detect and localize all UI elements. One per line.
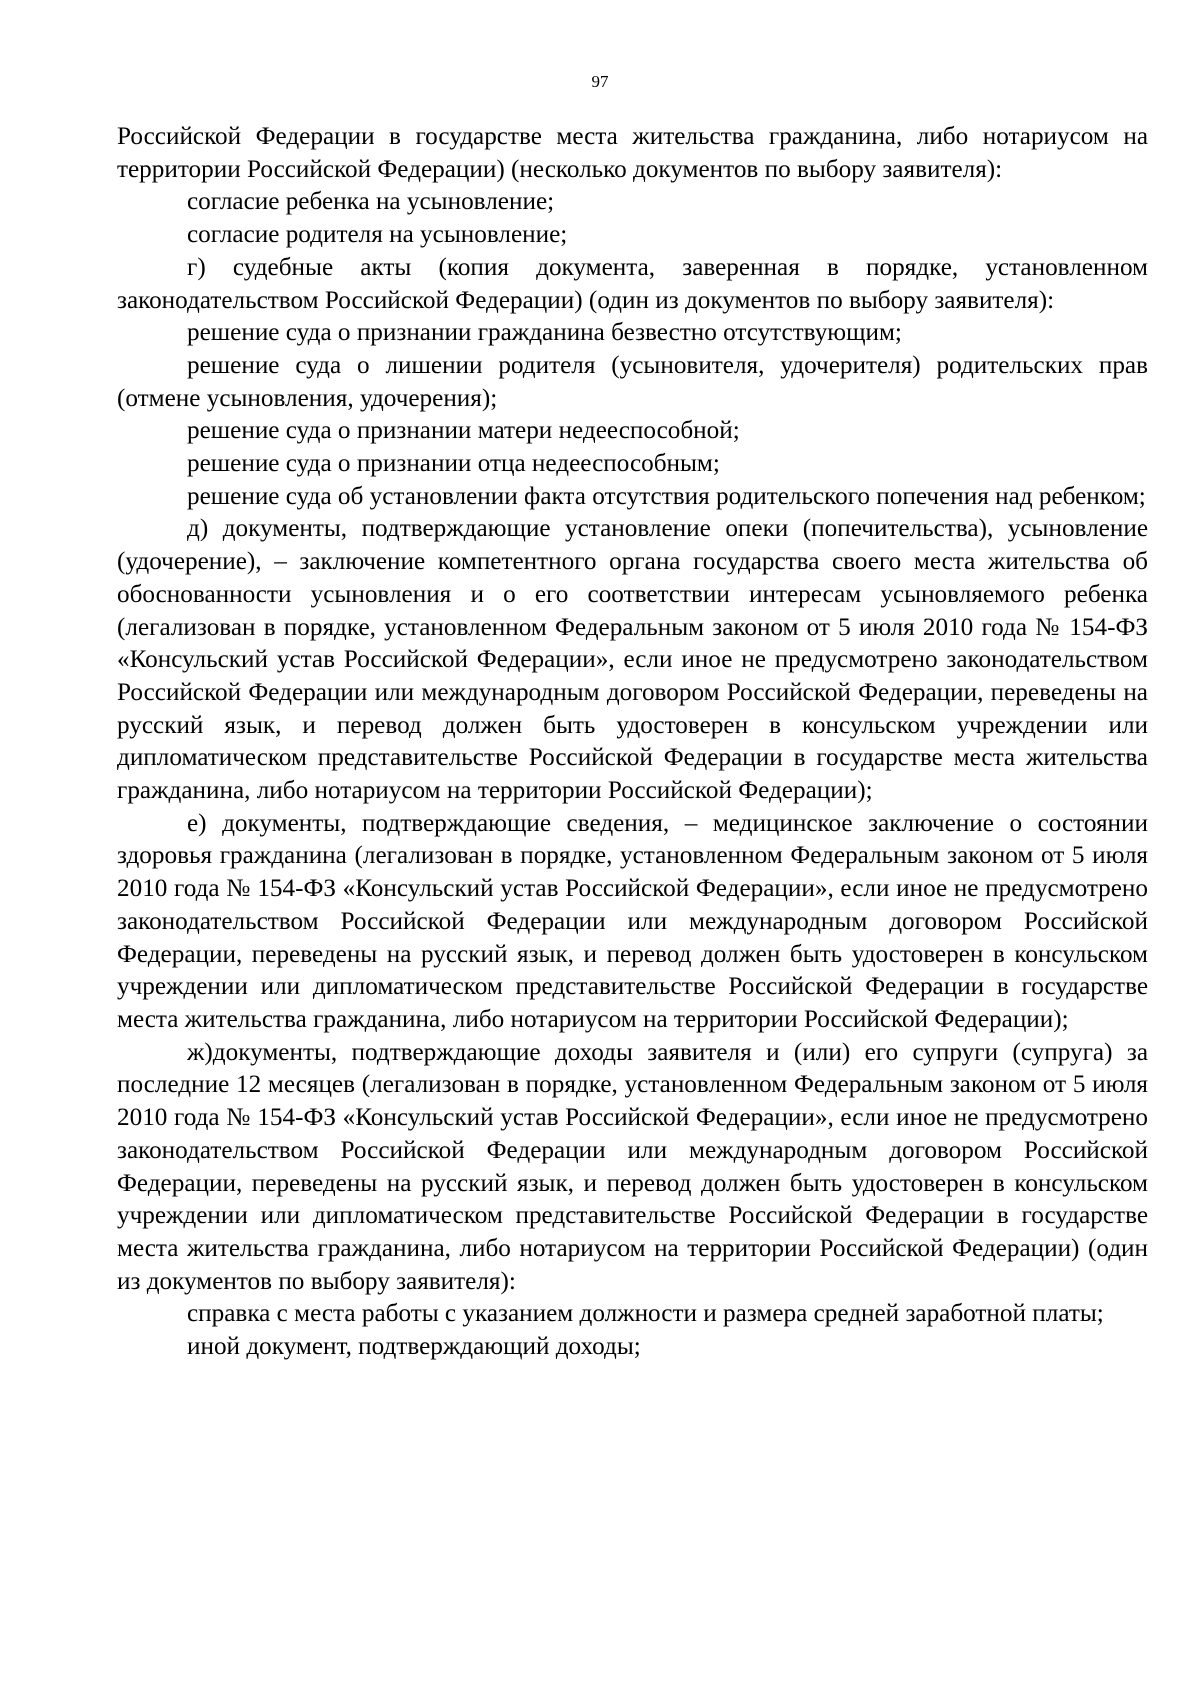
paragraph: согласие ребенка на усыновление; xyxy=(187,188,555,216)
paragraph: иной документ, подтверждающий доходы; xyxy=(187,1333,641,1361)
paragraph: решение суда о лишении родителя (усыновителя, удочерителя) родительских прав (отмене усыновления, удочерения); xyxy=(117,351,1148,412)
paragraph: решение суда о признании гражданина безвестно отсутствующим; xyxy=(187,319,902,347)
paragraph: решение суда о признании отца недееспособным; xyxy=(187,450,720,478)
paragraph: Российской Федерации в государстве места жительства гражданина, либо нотариусом на территории Российской Федерации) (несколько документов по выбору заявителя): xyxy=(117,123,1148,183)
paragraph: решение суда об установлении факта отсутствия родительского попечения над ребенком; xyxy=(187,482,1146,510)
paragraph: д) документы, подтверждающие установление опеки (попечительства), усыновление (удочерение), – заключение компетентного органа государства своего места жительства об обоснованности усыновления и о его соответствии интересам усыновляемого ребенка (легализован в порядке, установленном Федеральным законом от 5 июля 2010 года № 154-ФЗ «Консульский устав Российской Федерации», если иное не предусмотрено законодательством Российской Федерации или международным договором Российской Федерации, переведены на русский язык, и перевод должен быть удостоверен в консульском учреждении или дипломатическом представительстве Российской Федерации в государстве места жительства гражданина, либо нотариусом на территории Российской Федерации); xyxy=(117,515,1148,805)
document-body xyxy=(117,121,1148,1364)
paragraph: е) документы, подтверждающие сведения, – медицинское заключение о состоянии здоровья гражданина (легализован в порядке, установленном Федеральным законом от 5 июля 2010 года № 154-ФЗ «Консульский устав Российской Федерации», если иное не предусмотрено законодательством Российской Федерации или международным договором Российской Федерации, переведены на русский язык, и перевод должен быть удостоверен в консульском учреждении или дипломатическом представительстве Российской Федерации в государстве места жительства гражданина, либо нотариусом на территории Российской Федерации); xyxy=(117,809,1148,1033)
paragraph: решение суда о признании матери недееспособной; xyxy=(187,417,740,445)
paragraph: справка с места работы с указанием должности и размера средней заработной платы; xyxy=(187,1300,1104,1328)
page-number: 97 xyxy=(591,72,609,91)
paragraph: г) судебные акты (копия документа, заверенная в порядке, установленном законодательством Российской Федерации) (один из документов по выбору заявителя): xyxy=(117,253,1148,314)
paragraph: ж)документы, подтверждающие доходы заявителя и (или) его супруги (супруга) за последние 12 месяцев (легализован в порядке, установленном Федеральным законом от 5 июля 2010 года № 154-ФЗ «Консульский устав Российской Федерации», если иное не предусмотрено законодательством Российской Федерации или международным договором Российской Федерации, переведены на русский язык, и перевод должен быть удостоверен в консульском учреждении или дипломатическом представительстве Российской Федерации в государстве места жительства гражданина, либо нотариусом на территории Российской Федерации) (один из документов по выбору заявителя): xyxy=(117,1038,1148,1295)
paragraph: согласие родителя на усыновление; xyxy=(187,221,568,249)
